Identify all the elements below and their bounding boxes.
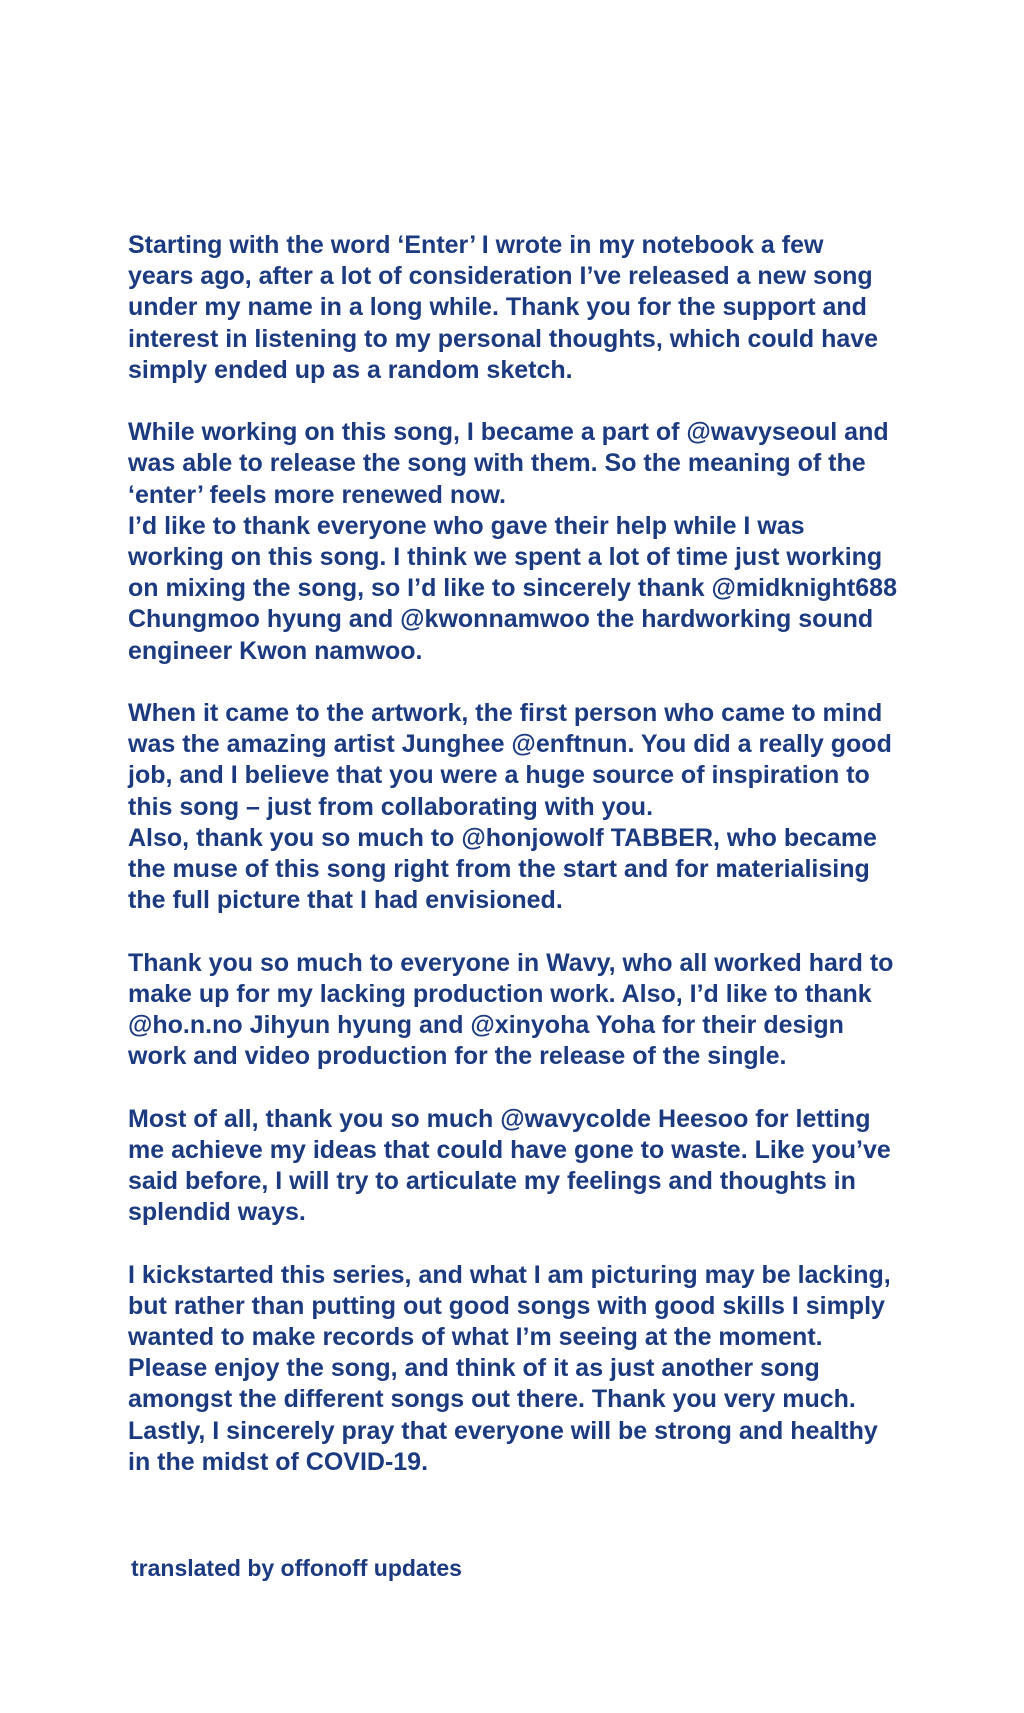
text-line: this song – just from collaborating with you. xyxy=(128,792,654,821)
text-line: Most of all, thank you so much @wavycolde Heesoo for letting xyxy=(128,1104,871,1133)
text-line: was able to release the song with them. So the meaning of the xyxy=(128,449,866,478)
text-line: said before, I will try to articulate my feelings and thoughts in xyxy=(128,1167,856,1196)
text-line: engineer Kwon namwoo. xyxy=(128,636,423,665)
paragraph-6 xyxy=(128,1260,928,1478)
text-line: job, and I believe that you were a huge source of inspiration to xyxy=(128,761,870,790)
text-line: amongst the different songs out there. Thank you very much. xyxy=(128,1385,856,1414)
text-line: in the midst of COVID-19. xyxy=(128,1447,429,1476)
text-line: Also, thank you so much to @honjowolf TABBER, who became xyxy=(128,823,877,852)
text-line: the full picture that I had envisioned. xyxy=(128,886,563,915)
text-line: work and video production for the release of the single. xyxy=(128,1042,787,1071)
text-line: ‘enter’ feels more renewed now. xyxy=(128,480,506,509)
text-line: Chungmoo hyung and @kwonnamwoo the hardworking sound xyxy=(128,605,874,634)
text-line: the muse of this song right from the start and for materialising xyxy=(128,855,870,884)
paragraph-1 xyxy=(128,230,928,386)
text-line: Thank you so much to everyone in Wavy, who all worked hard to xyxy=(128,948,894,977)
text-line: When it came to the artwork, the first person who came to mind xyxy=(128,699,883,728)
translation-credit: translated by offonoff updates xyxy=(131,1555,462,1581)
text-line: working on this song. I think we spent a lot of time just working xyxy=(128,543,883,572)
text-line: Starting with the word ‘Enter’ I wrote in my notebook a few xyxy=(128,231,824,259)
text-line: me achieve my ideas that could have gone to waste. Like you’ve xyxy=(128,1135,891,1164)
text-line: under my name in a long while. Thank you for the support and xyxy=(128,293,867,322)
text-line: Lastly, I sincerely pray that everyone will be strong and healthy xyxy=(128,1416,878,1445)
text-line: interest in listening to my personal thoughts, which could have xyxy=(128,324,879,353)
paragraph-4 xyxy=(128,948,928,1073)
text-line: While working on this song, I became a part of @wavyseoul and xyxy=(128,418,889,447)
text-line: I kickstarted this series, and what I am picturing may be lacking, xyxy=(128,1260,891,1289)
text-line: years ago, after a lot of consideration I’ve released a new song xyxy=(128,262,873,291)
text-line: but rather than putting out good songs with good skills I simply xyxy=(128,1291,885,1320)
paragraph-5 xyxy=(128,1104,928,1229)
paragraph-2 xyxy=(128,417,928,667)
letter-body xyxy=(128,230,928,1478)
text-line: Please enjoy the song, and think of it as just another song xyxy=(128,1354,820,1383)
paragraph-3 xyxy=(128,698,928,916)
text-line: on mixing the song, so I’d like to sincerely thank @midknight688 xyxy=(128,574,897,603)
text-line: I’d like to thank everyone who gave their help while I was xyxy=(128,511,805,540)
text-line: @ho.n.no Jihyun hyung and @xinyoha Yoha for their design xyxy=(128,1011,844,1040)
text-line: simply ended up as a random sketch. xyxy=(128,355,573,384)
text-line: wanted to make records of what I’m seeing at the moment. xyxy=(128,1323,823,1352)
text-line: was the amazing artist Junghee @enftnun. You did a really good xyxy=(128,730,892,759)
text-line: make up for my lacking production work. Also, I’d like to thank xyxy=(128,979,872,1008)
text-line: splendid ways. xyxy=(128,1198,306,1227)
